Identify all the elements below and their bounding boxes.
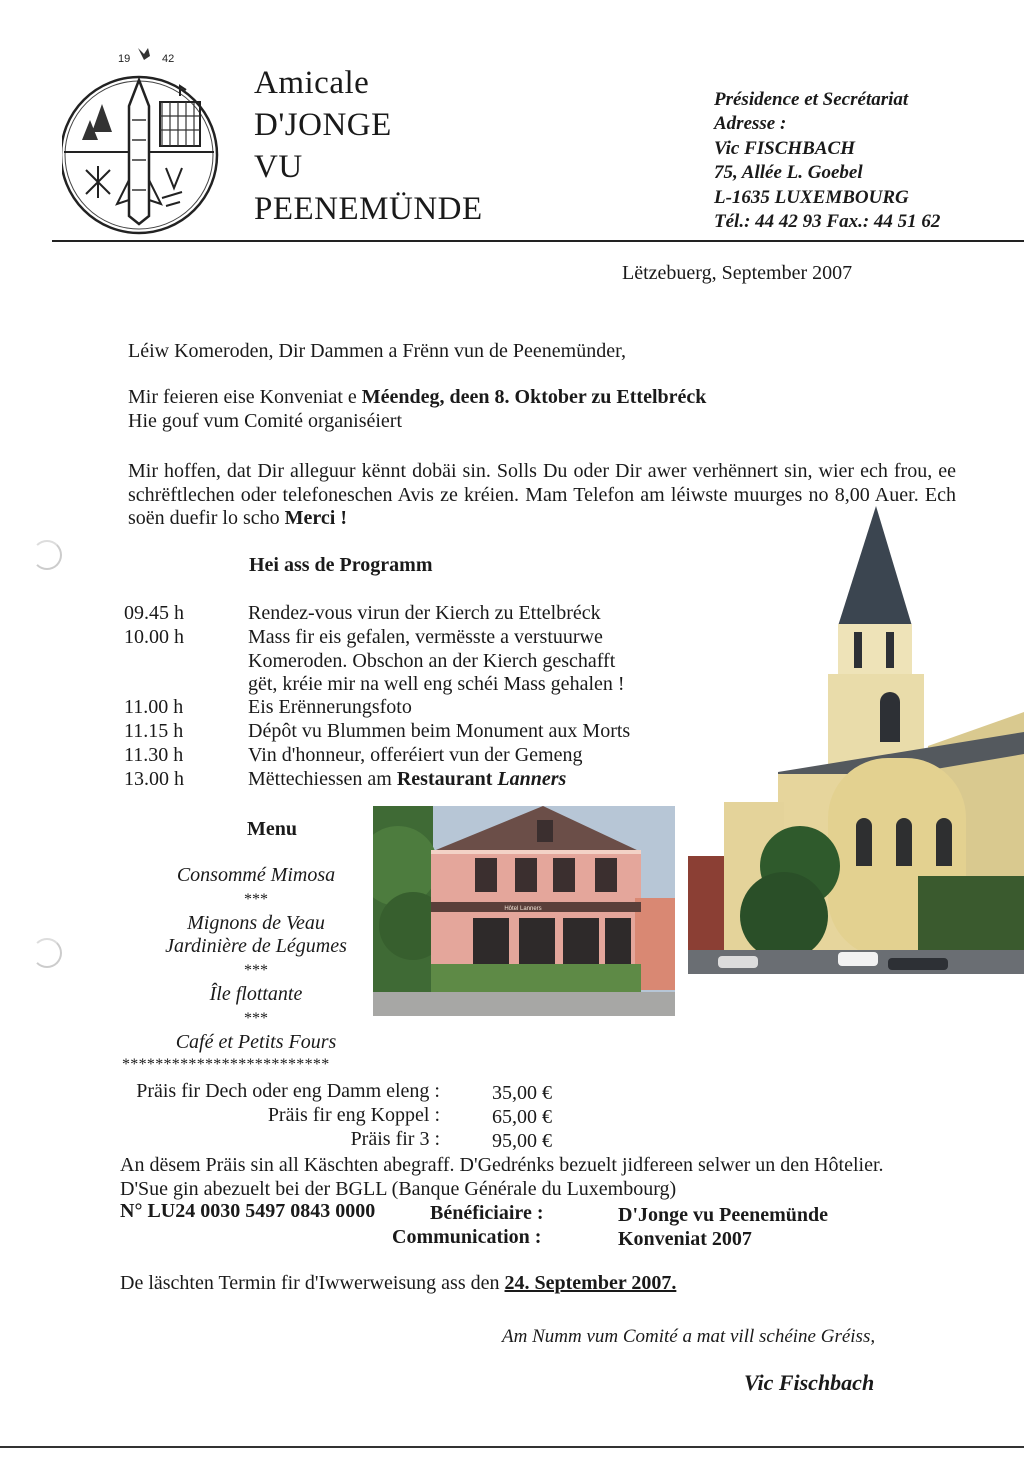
contact-block: [714, 88, 940, 234]
organisation-name: [254, 62, 483, 230]
contact-heading: Présidence et Secrétariat: [714, 89, 909, 110]
salutation: Léiw Komeroden, Dir Dammen a Frënn vun de Peenemünder,: [128, 340, 626, 362]
contact-address-label: Adresse :: [714, 113, 787, 135]
church-photo: [688, 506, 1024, 974]
program-description: Mass fir eis gefalen, vermësste a verstuurwe Komeroden. Obschon an der Kierch geschafft gët, kréie mir na well eng schéi Mass gehalen !: [248, 626, 625, 695]
price-value: 65,00 €: [492, 1106, 552, 1128]
payment-deadline: [120, 1272, 676, 1295]
program-item: [124, 696, 668, 720]
menu-separator: ***: [244, 1009, 268, 1027]
invitation-text: Mir feieren eise Konveniat e: [128, 386, 362, 408]
program-time: 11.30 h: [124, 744, 184, 766]
program-item: [124, 768, 668, 792]
org-name-line-4: PEENEMÜNDE: [254, 191, 483, 227]
invitation-organiser: Hie gouf vum Comité organiséiert: [128, 409, 403, 432]
restaurant-name: Lanners: [497, 768, 567, 790]
contact-city: L-1635 LUXEMBOURG: [714, 186, 909, 208]
section-separator: *************************: [122, 1056, 330, 1073]
beneficiary-label: Bénéficiaire :: [430, 1202, 544, 1224]
menu-course: Consommé Mimosa: [176, 864, 336, 886]
program-description: Mëttechiessen am: [248, 768, 397, 790]
program-item: [124, 626, 648, 697]
menu-separator: ***: [244, 962, 268, 980]
letter-date: Lëtzebuerg, September 2007: [622, 262, 853, 284]
thanks-text: Merci !: [284, 507, 348, 529]
program-time: 10.00 h: [124, 626, 184, 648]
logo-year-right: 42: [162, 53, 175, 65]
price-value: 95,00 €: [492, 1130, 552, 1152]
header-divider: [52, 240, 1024, 242]
menu-title: Menu: [247, 818, 297, 840]
invitation-date-place: Méendeg, deen 8. Oktober zu Ettelbréck: [361, 386, 707, 408]
program-time: 09.45 h: [124, 602, 184, 624]
menu-course: Café et Petits Fours: [175, 1030, 337, 1053]
program-description: Dépôt vu Blummen beim Monument aux Morts: [248, 720, 631, 742]
bank-note: D'Sue gin abezuelt bei der BGLL (Banque Générale du Luxembourg): [120, 1178, 677, 1200]
logo-year-left: 19: [118, 53, 131, 65]
program-title: Hei ass de Programm: [249, 554, 433, 576]
org-name-line-1: Amicale: [254, 65, 370, 101]
contact-name: Vic FISCHBACH: [714, 137, 855, 159]
signature: Vic Fischbach: [744, 1370, 875, 1395]
menu-course: Île flottante: [209, 982, 303, 1005]
price-value: 35,00 €: [492, 1082, 552, 1104]
contact-phone-fax: Tél.: 44 42 93 Fax.: 44 51 62: [714, 211, 941, 233]
program-description: Eis Erënnerungsfoto: [248, 696, 412, 718]
program-description: Vin d'honneur, offeréiert vun der Gemeng: [248, 744, 583, 766]
menu-separator: ***: [244, 890, 268, 908]
price-label: Präis fir Dech oder eng Damm eleng :: [136, 1080, 440, 1102]
punch-hole: [32, 540, 62, 570]
punch-hole: [32, 938, 62, 968]
program-time: 11.15 h: [124, 720, 184, 742]
communication-value: Konveniat 2007: [618, 1228, 752, 1250]
program-time: 13.00 h: [124, 768, 184, 790]
menu-course: Mignons de Veau: [187, 911, 325, 934]
beneficiary-value: D'Jonge vu Peenemünde: [618, 1204, 828, 1226]
communication-label: Communication :: [392, 1226, 542, 1248]
deadline-date: 24. September 2007.: [504, 1272, 677, 1294]
rsvp-text: Mir hoffen, dat Dir alleguur kënnt dobäi sin. Solls Du oder Dir awer verhënnert sin, wier ech frou, ee schrëftlechen oder telefoneschen Avis ze kréien. Mam Telefon am léiwste muurges no 8,00 Auer. Ech soën duefir lo scho: [128, 460, 956, 529]
restaurant-sign: Hôtel Lanners: [504, 906, 542, 912]
restaurant-photo: [373, 806, 675, 1016]
deadline-text: De läschten Termin fir d'Iwwerweisung ass den: [120, 1272, 505, 1294]
menu-list: [140, 864, 372, 1054]
price-label: Präis fir eng Koppel :: [267, 1104, 440, 1126]
payment-note: An dësem Präis sin all Käschten abegraff. D'Gedrénks bezuelt jidfereen selwer un den Hôtelier.: [120, 1154, 884, 1176]
program-item: [124, 744, 668, 768]
program-item: [124, 602, 668, 626]
price-label: Präis fir 3 :: [350, 1128, 440, 1150]
org-name-line-2: D'JONGE: [254, 107, 392, 143]
iban-number: N° LU24 0030 5497 0843 0000: [120, 1200, 376, 1222]
org-name-line-3: VU: [254, 149, 303, 185]
association-logo: [62, 40, 232, 240]
program-description: Rendez-vous virun der Kierch zu Ettelbréck: [248, 602, 601, 624]
closing-greeting: Am Numm vum Comité a mat vill schéine Gréiss,: [502, 1326, 876, 1347]
restaurant-label: Restaurant: [396, 768, 498, 790]
menu-course: Jardinière de Légumes: [165, 935, 347, 958]
contact-street: 75, Allée L. Goebel: [714, 162, 863, 184]
footer-divider: [0, 1446, 1024, 1448]
invitation: [128, 386, 706, 433]
program-item: [124, 720, 668, 744]
program-time: 11.00 h: [124, 696, 184, 718]
